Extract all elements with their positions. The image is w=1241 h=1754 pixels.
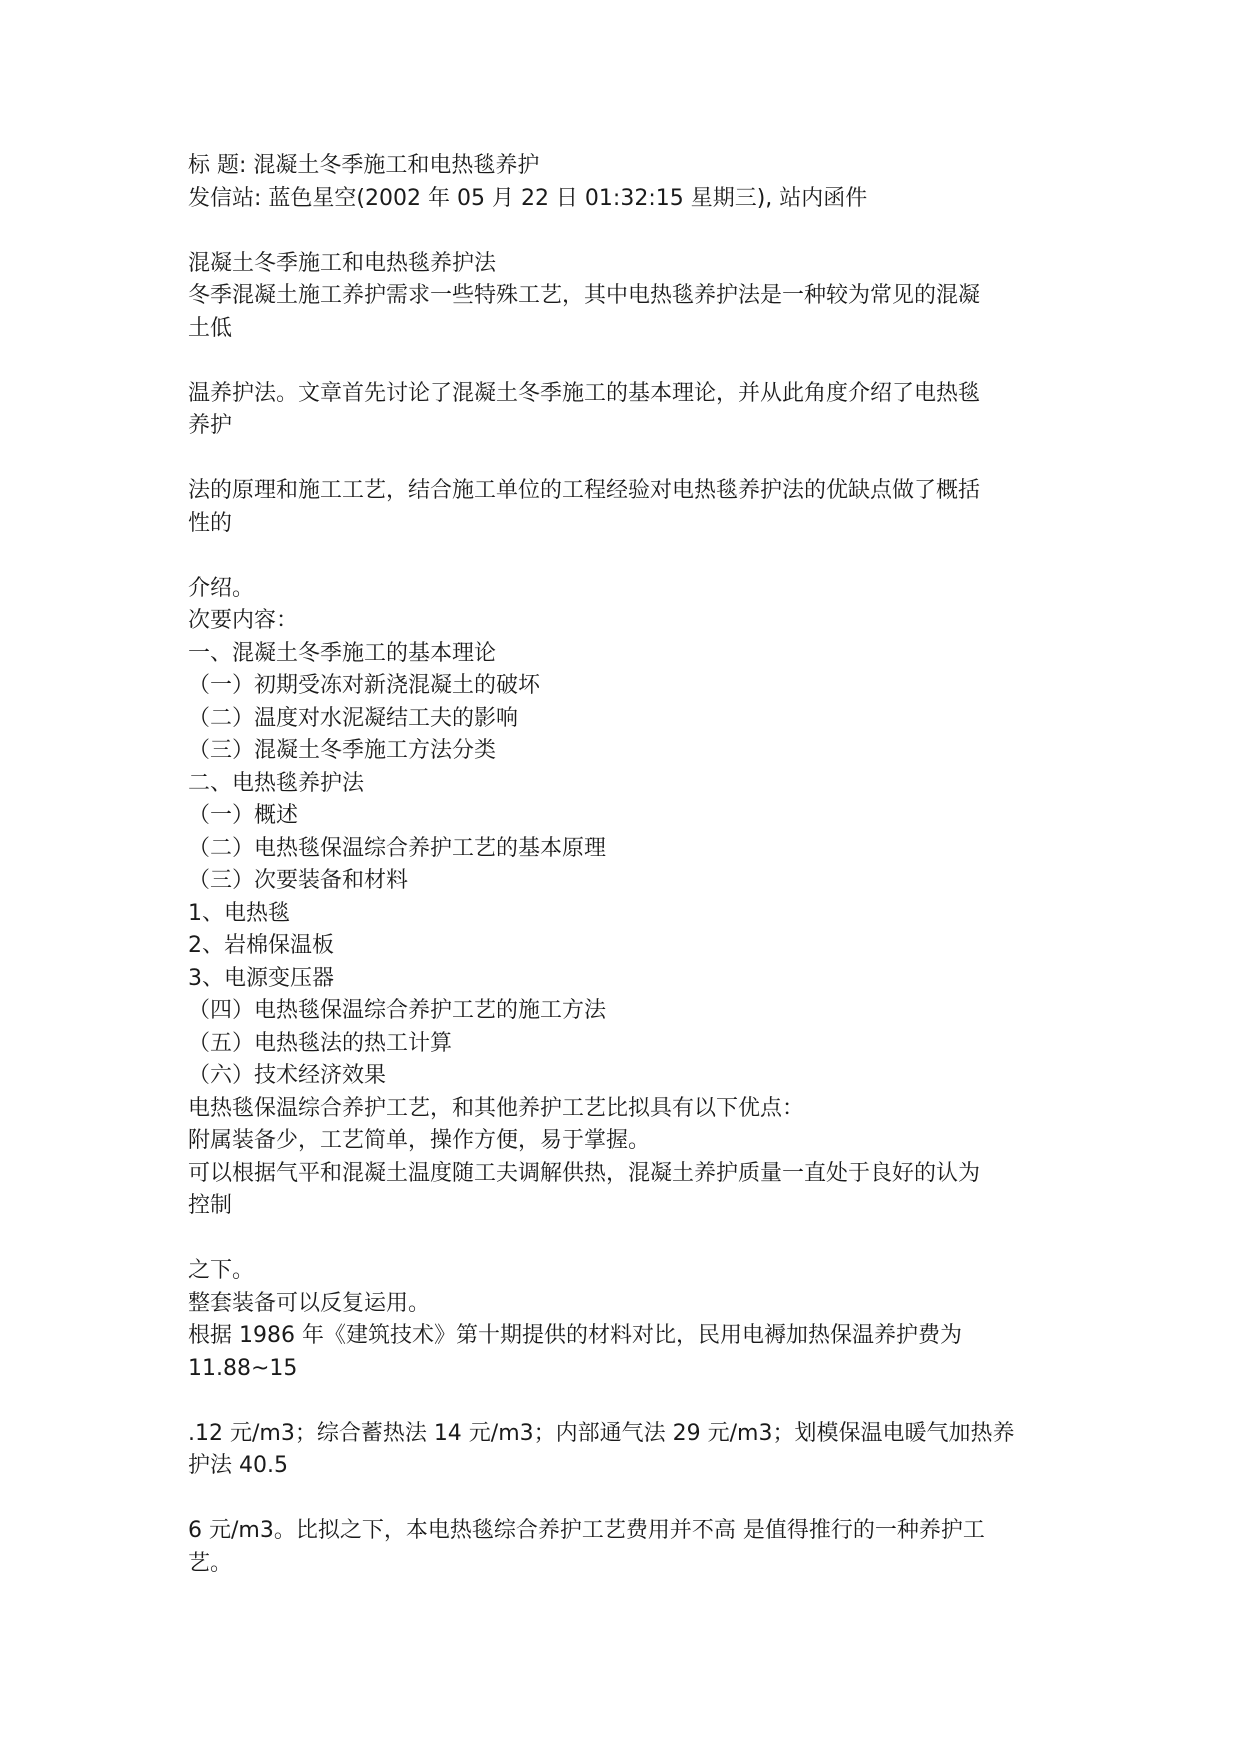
cost-paragraph-3-line-1: 6 元/m3。比拟之下，本电热毯综合养护工艺费用并不高 是值得推行的一种养护工 [188, 1518, 985, 1543]
intro-paragraph-2-line-1: 温养护法。文章首先讨论了混凝土冬季施工的基本理论，并从此角度介绍了电热毯 [188, 380, 981, 406]
toc-item: （一）初期受冻对新浇混凝土的破坏 [188, 673, 541, 698]
cost-paragraph-2-line-1: .12 元/m3；综合蓄热法 14 元/m3；内部通气法 29 元/m3；划模保温电暖气加热养 [188, 1420, 1015, 1446]
intro-paragraph-1-line-1: 冬季混凝土施工养护需求一些特殊工艺，其中电热毯养护法是一种较为常见的混凝 [188, 283, 981, 308]
toc-item: （二）温度对水泥凝结工夫的影响 [188, 705, 519, 731]
blank-line [188, 1385, 1068, 1418]
advantages-intro: 电热毯保温综合养护工艺，和其他养护工艺比拟具有以下优点： [188, 1095, 805, 1121]
toc-item: 2、岩棉保温板 [188, 933, 334, 958]
toc-item: （二）电热毯保温综合养护工艺的基本原理 [188, 835, 607, 861]
title-line: 标 题: 混凝土冬季施工和电热毯养护 [188, 153, 540, 178]
cost-paragraph-2-line-2: 护法 40.5 [188, 1453, 288, 1478]
toc-item: 二、电热毯养护法 [188, 770, 365, 796]
advantage-item: 附属装备少，工艺简单，操作方便，易于掌握。 [188, 1128, 651, 1153]
blank-line [188, 1223, 1068, 1256]
intro-paragraph-3-line-1: 法的原理和施工工艺，结合施工单位的工程经验对电热毯养护法的优缺点做了概括 [188, 478, 981, 503]
advantage-item-line-2: 控制 [188, 1193, 233, 1218]
toc-title: 次要内容： [188, 608, 299, 633]
cost-paragraph-1-line-2: 11.88~15 [188, 1355, 298, 1381]
toc-item: （三）次要装备和材料 [188, 868, 409, 893]
article-heading: 混凝土冬季施工和电热毯养护法 [188, 250, 497, 276]
advantage-item-line-3: 之下。 [188, 1258, 255, 1283]
blank-line [188, 345, 1068, 378]
toc-item: （四）电热毯保温综合养护工艺的施工方法 [188, 998, 607, 1023]
document-body [188, 150, 1068, 1580]
intro-paragraph-3-line-2: 性的 [188, 510, 233, 536]
blank-line [188, 443, 1068, 476]
toc-item: （一）概述 [188, 803, 299, 828]
toc-item: （五）电热毯法的热工计算 [188, 1030, 453, 1056]
advantage-item: 整套装备可以反复运用。 [188, 1290, 431, 1316]
intro-paragraph-2-line-2: 养护 [188, 413, 233, 438]
intro-paragraph-4: 介绍。 [188, 575, 255, 601]
cost-paragraph-1-line-1: 根据 1986 年《建筑技术》第十期提供的材料对比，民用电褥加热保温养护费为 [188, 1323, 962, 1348]
toc-item: 1、电热毯 [188, 900, 290, 926]
blank-line [188, 215, 1068, 248]
toc-item: （六）技术经济效果 [188, 1063, 387, 1088]
toc-item: 一、混凝土冬季施工的基本理论 [188, 640, 497, 666]
blank-line [188, 1483, 1068, 1516]
cost-paragraph-3-line-2: 艺。 [188, 1550, 233, 1576]
sender-line: 发信站: 蓝色星空(2002 年 05 月 22 日 01:32:15 星期三), 站内函件 [188, 185, 868, 211]
intro-paragraph-1-line-2: 土低 [188, 315, 233, 341]
advantage-item-line-1: 可以根据气平和混凝土温度随工夫调解供热，混凝土养护质量一直处于良好的认为 [188, 1160, 981, 1186]
blank-line [188, 540, 1068, 573]
toc-item: （三）混凝土冬季施工方法分类 [188, 738, 497, 763]
toc-item: 3、电源变压器 [188, 965, 334, 991]
